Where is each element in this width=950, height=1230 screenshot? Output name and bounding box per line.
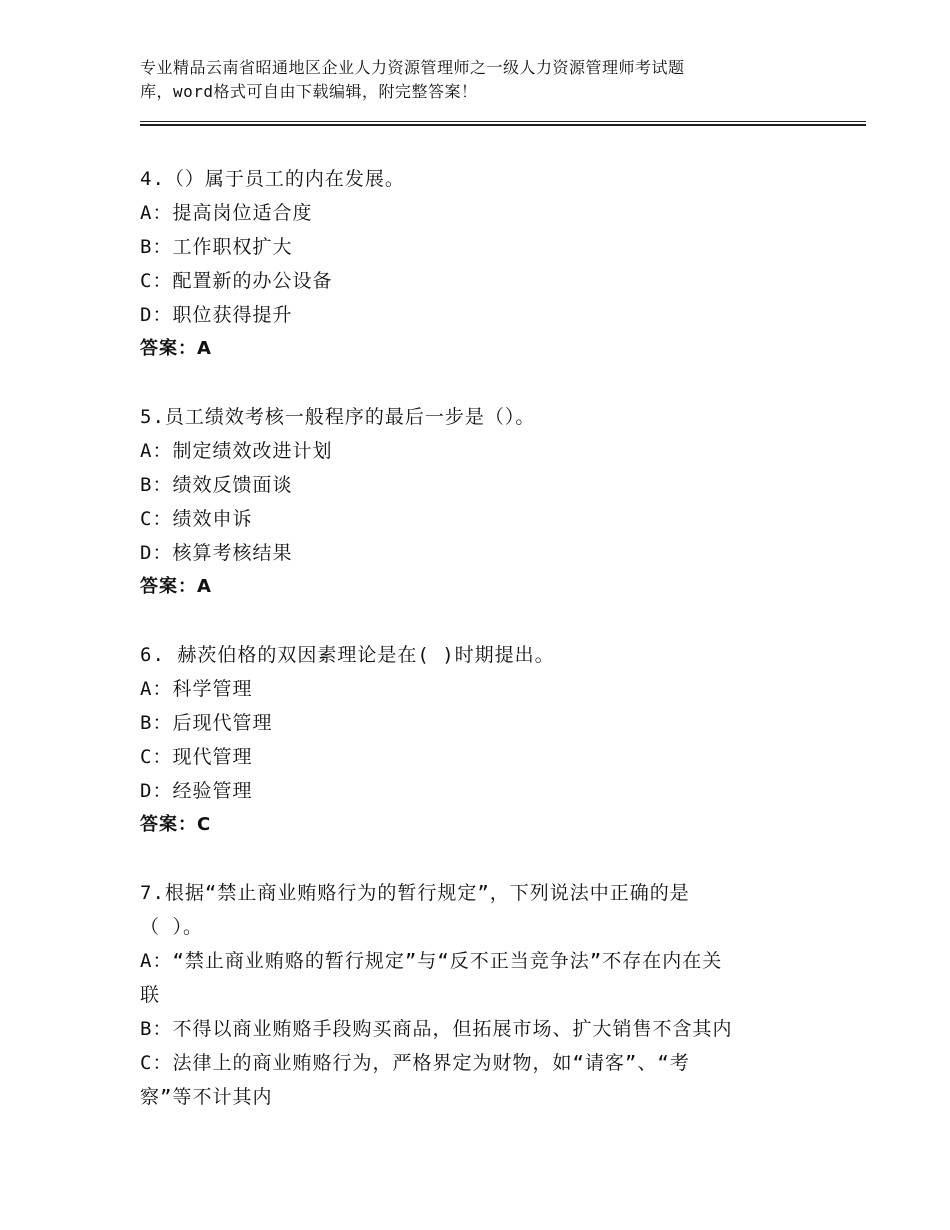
option-b: B：工作职权扩大 [140, 236, 293, 258]
option-b: B：绩效反馈面谈 [140, 474, 293, 496]
option-b: B：不得以商业贿赂手段购买商品，但拓展市场、扩大销售不含其内 [140, 1018, 733, 1040]
option-d: D：经验管理 [140, 780, 253, 802]
question-6 [140, 638, 820, 842]
question-text-line-2: （ ）。 [140, 916, 203, 938]
header-divider-thin [140, 121, 866, 122]
answer-label: 答案：A [140, 338, 212, 359]
option-a: A：提高岗位适合度 [140, 202, 313, 224]
option-a-line-1: A：“禁止商业贿赂的暂行规定”与“反不正当竞争法”不存在内在关 [140, 950, 723, 972]
question-text: 5.员工绩效考核一般程序的最后一步是（）。 [140, 406, 536, 428]
option-a: A：制定绩效改进计划 [140, 440, 333, 462]
question-text: 4.（）属于员工的内在发展。 [140, 168, 405, 190]
option-d: D：核算考核结果 [140, 542, 293, 564]
answer-label: 答案：A [140, 576, 212, 597]
document-header [140, 56, 780, 104]
question-text-line-1: 7.根据“禁止商业贿赂行为的暂行规定”，下列说法中正确的是 [140, 882, 690, 904]
option-c: C：配置新的办公设备 [140, 270, 333, 292]
header-title-line-1: 专业精品云南省昭通地区企业人力资源管理师之一级人力资源管理师考试题 [140, 58, 685, 77]
option-b: B：后现代管理 [140, 712, 273, 734]
option-c: C：绩效申诉 [140, 508, 253, 530]
question-5 [140, 400, 820, 604]
option-a-line-2: 联 [140, 984, 161, 1006]
question-text: 6. 赫茨伯格的双因素理论是在( )时期提出。 [140, 644, 555, 666]
answer-label: 答案：C [140, 814, 212, 835]
header-title-line-2: 库，word格式可自由下载编辑，附完整答案！ [140, 82, 478, 101]
question-7 [140, 876, 820, 1114]
question-list [140, 162, 820, 1148]
option-d: D：职位获得提升 [140, 304, 293, 326]
header-divider-thick [140, 124, 866, 126]
question-4 [140, 162, 820, 366]
option-c-line-2: 察”等不计其内 [140, 1086, 273, 1108]
option-c: C：现代管理 [140, 746, 253, 768]
option-a: A：科学管理 [140, 678, 253, 700]
option-c-line-1: C：法律上的商业贿赂行为，严格界定为财物，如“请客”、“考 [140, 1052, 690, 1074]
